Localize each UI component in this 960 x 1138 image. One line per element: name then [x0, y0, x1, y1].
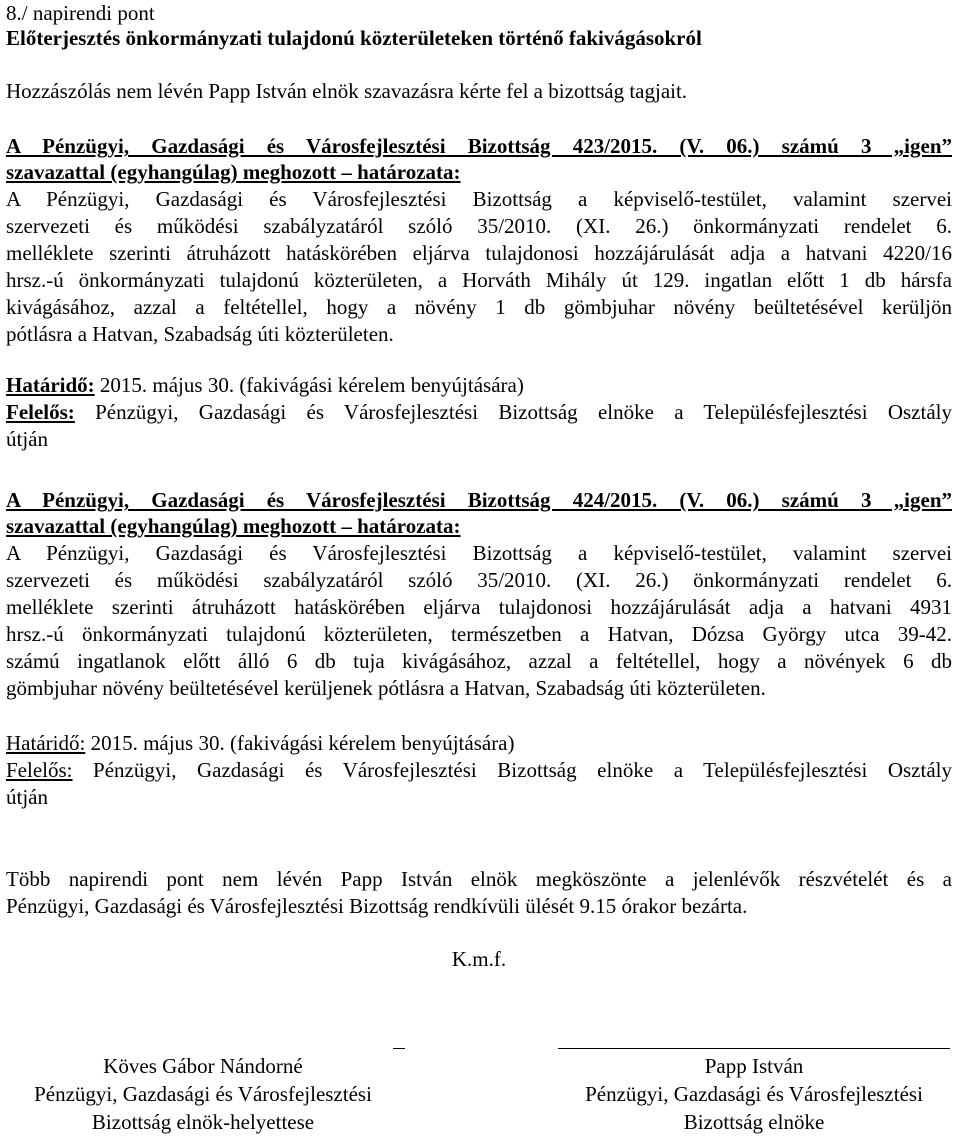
responsible-label: Felelős: — [6, 758, 73, 782]
resolution-body-line: melléklete szerinti átruházott hatáskörében eljárva tulajdonosi hozzájárulását adja a hatvani 4220/16 — [6, 241, 952, 265]
agenda-title: Előterjesztés önkormányzati tulajdonú közterületeken történő fakivágásokról — [6, 26, 702, 50]
signatory-org: Pénzügyi, Gazdasági és Városfejlesztési — [585, 1082, 923, 1106]
responsible — [6, 757, 952, 783]
signatory-name: Köves Gábor Nándorné — [103, 1054, 303, 1078]
resolution-body-line: pótlásra a Hatvan, Szabadság úti közterületen. — [6, 322, 394, 346]
deadline-label: Határidő: — [6, 373, 95, 397]
resolution-heading: A Pénzügyi, Gazdasági és Városfejlesztési Bizottság 423/2015. (V. 06.) számú 3 „igen” — [6, 134, 952, 158]
resolution-body-line: szervezeti és működési szabályzatáról szóló 35/2010. (XI. 26.) önkormányzati rendelet 6. — [6, 214, 952, 238]
closing-text-cont: Pénzügyi, Gazdasági és Városfejlesztési Bizottság rendkívüli ülését 9.15 órakor bezárta. — [6, 894, 748, 918]
signature-line-right — [558, 1048, 950, 1049]
responsible-value: Pénzügyi, Gazdasági és Városfejlesztési Bizottság elnöke a Településfejlesztési Osztály — [72, 758, 952, 782]
resolution-body-line: hrsz.-ú önkormányzati tulajdonú közterületen, természetben a Hatvan, Dózsa György utca 39-42. — [6, 622, 952, 646]
resolution-body-line: hrsz.-ú önkormányzati tulajdonú közterületen, a Horváth Mihály út 129. ingatlan előtt 1 db hársfa — [6, 268, 952, 292]
signatory-role: Bizottság elnök-helyettese — [91, 1110, 315, 1134]
closing-text: Több napirendi pont nem lévén Papp István elnök megköszönte a jelenlévők részvételét és a — [6, 867, 952, 891]
resolution-body-line: A Pénzügyi, Gazdasági és Városfejlesztési Bizottság a képviselő-testület, valamint szervei — [6, 541, 952, 565]
deadline-value: 2015. május 30. (fakivágási kérelem benyújtására) — [94, 373, 524, 397]
signatory-name: Papp István — [704, 1054, 804, 1078]
deadline-label: Határidő: — [6, 731, 86, 755]
deadline-value: 2015. május 30. (fakivágási kérelem benyújtására) — [85, 731, 515, 755]
signature-left — [6, 1052, 400, 1136]
responsible-value: Pénzügyi, Gazdasági és Városfejlesztési Bizottság elnöke a Településfejlesztési Osztály — [74, 400, 952, 424]
resolution-heading: A Pénzügyi, Gazdasági és Városfejlesztési Bizottság 424/2015. (V. 06.) számú 3 „igen” — [6, 488, 952, 512]
signatory-org: Pénzügyi, Gazdasági és Városfejlesztési — [34, 1082, 372, 1106]
deadline — [6, 372, 952, 398]
resolution-body-line: kivágásához, azzal a feltétellel, hogy a növény 1 db gömbjuhar növény beültetésével kerüljön — [6, 295, 952, 319]
resolution-body-line: szervezeti és működési szabályzatáról szóló 35/2010. (XI. 26.) önkormányzati rendelet 6. — [6, 568, 952, 592]
resolution-body-line: gömbjuhar növény beültetésével kerüljenek pótlásra a Hatvan, Szabadság úti közterületen. — [6, 676, 766, 700]
resolution-body-line: A Pénzügyi, Gazdasági és Városfejlesztési Bizottság a képviselő-testület, valamint szervei — [6, 187, 952, 211]
responsible-cont: útján — [6, 427, 48, 451]
responsible — [6, 399, 952, 425]
agenda-number: 8./ napirendi pont — [6, 1, 155, 25]
deadline — [6, 730, 952, 756]
responsible-label: Felelős: — [6, 400, 75, 424]
signature-right — [556, 1052, 952, 1136]
resolution-heading-cont: szavazattal (egyhangúlag) meghozott – határozata: — [6, 514, 461, 538]
signature-line-left — [393, 1048, 405, 1049]
kmf-label: K.m.f. — [451, 947, 507, 971]
signatory-role: Bizottság elnöke — [683, 1110, 825, 1134]
resolution-body-line: számú ingatlanok előtt álló 6 db tuja kivágásához, azzal a feltétellel, hogy a növények 6 db — [6, 649, 952, 673]
resolution-heading-cont: szavazattal (egyhangúlag) meghozott – határozata: — [6, 160, 461, 184]
responsible-cont: útján — [6, 785, 48, 809]
resolution-body-line: melléklete szerinti átruházott hatáskörében eljárva tulajdonosi hozzájárulását adja a hatvani 4931 — [6, 595, 952, 619]
agenda-intro: Hozzászólás nem lévén Papp István elnök szavazásra kérte fel a bizottság tagjait. — [6, 79, 688, 103]
